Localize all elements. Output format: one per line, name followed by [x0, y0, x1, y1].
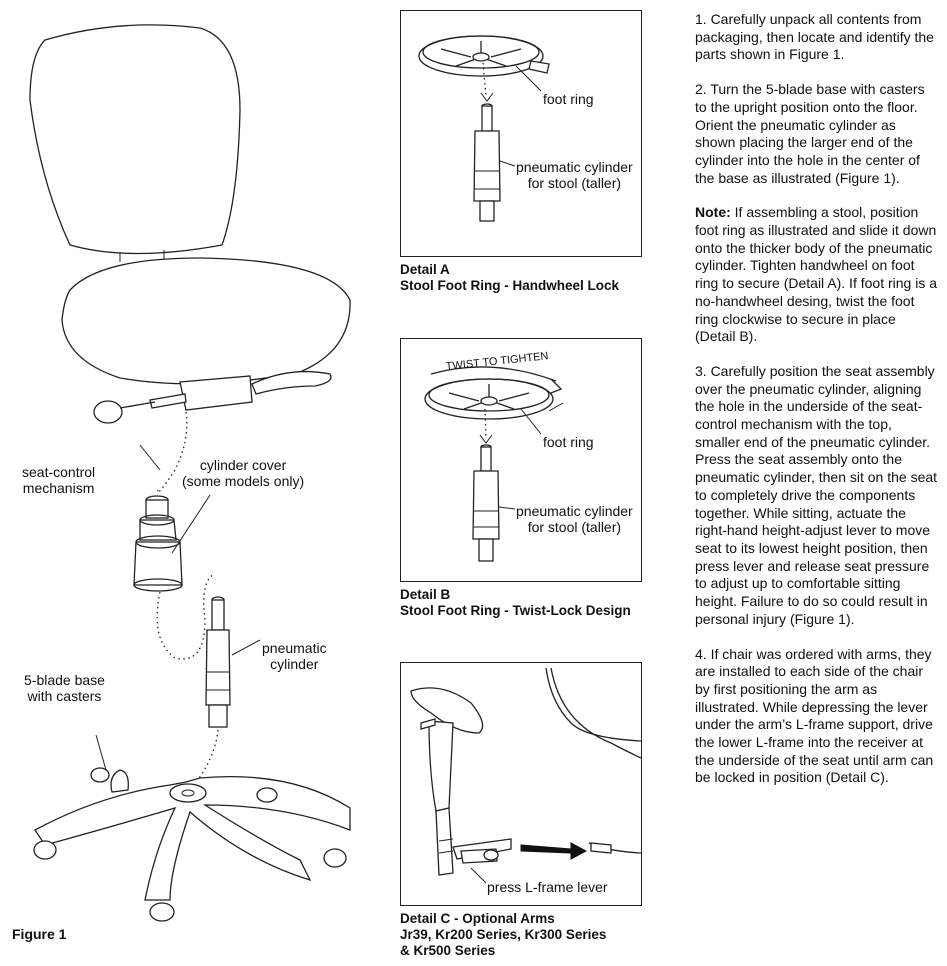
label-5-blade-base: 5-blade base with casters	[24, 672, 105, 704]
label-pneumatic-cylinder: pneumatic cylinder	[262, 640, 327, 672]
assembly-instructions	[695, 11, 940, 804]
step-4: 4. If chair was ordered with arms, they are installed to each side of the chair by first positioning the arm as illustrated. While depressing the lever under the arm’s L-frame support, drive the lower L-frame into the receiver at the underside of the seat until arm can be locked in position (Detail C).	[695, 645, 934, 786]
detail-c-caption: Detail C - Optional Arms Jr39, Kr200 Series, Kr300 Series & Kr500 Series	[400, 911, 607, 958]
detail-a-foot-ring-label: foot ring	[543, 91, 594, 107]
detail-c-lever-label: press L-frame lever	[487, 879, 608, 895]
step-1: 1. Carefully unpack all contents from packaging, then locate and identify the parts shown in Figure 1.	[695, 11, 934, 63]
label-cylinder-cover: cylinder cover (some models only)	[182, 457, 305, 489]
foot-ring-twist-lock-illustration	[401, 339, 641, 581]
detail-a-cylinder-label: pneumatic cylinder for stool (taller)	[516, 159, 633, 191]
detail-a-caption: Detail A Stool Foot Ring - Handwheel Lock	[400, 262, 619, 293]
height-knob	[94, 401, 122, 423]
detail-b-box	[400, 338, 642, 582]
optional-arm-illustration	[401, 663, 641, 905]
note-text: If assembling a stool, position foot ring as illustrated and slide it down onto the thicker body of the pneumatic cylinder. Tighten handwheel on foot ring to secure (Detail A). If foot ring is a no-handwheel desing, twist the foot ring clockwise to secure in place (Detail B).	[695, 204, 937, 345]
figure-1-caption: Figure 1	[12, 926, 67, 942]
detail-b-foot-ring-label: foot ring	[543, 434, 594, 450]
detail-b-cylinder-label: pneumatic cylinder for stool (taller)	[516, 503, 633, 535]
note-label: Note:	[695, 204, 731, 221]
detail-b-caption: Detail B Stool Foot Ring - Twist-Lock Design	[400, 587, 631, 618]
foot-ring-handwheel-illustration	[401, 11, 641, 256]
step-2: 2. Turn the 5-blade base with casters to the upright position onto the floor. Orient the pneumatic cylinder as shown placing the larger end of the cylinder into the hole in the center of the base as illustrated (Figure 1).	[695, 81, 925, 186]
note	[695, 204, 940, 346]
detail-c-box	[400, 662, 642, 906]
detail-b-twist-label: TWIST TO TIGHTEN	[445, 350, 549, 373]
label-seat-control-mechanism: seat-control mechanism	[22, 464, 96, 496]
detail-a-box	[400, 10, 642, 257]
step-3: 3. Carefully position the seat assembly over the pneumatic cylinder, aligning the hole in the underside of the seat-control mechanism with the top, smaller end of the pneumatic cylinder. Press the seat assembly onto the pneumatic cylinder, then sit on the seat to completely drive the components together. While sitting, actuate the right-hand height-adjust lever to move seat to its lowest height position, then press lever and release seat pressure to adjust up to comfortable sitting height. Failure to do so could result in personal injury (Figure 1).	[695, 362, 938, 627]
